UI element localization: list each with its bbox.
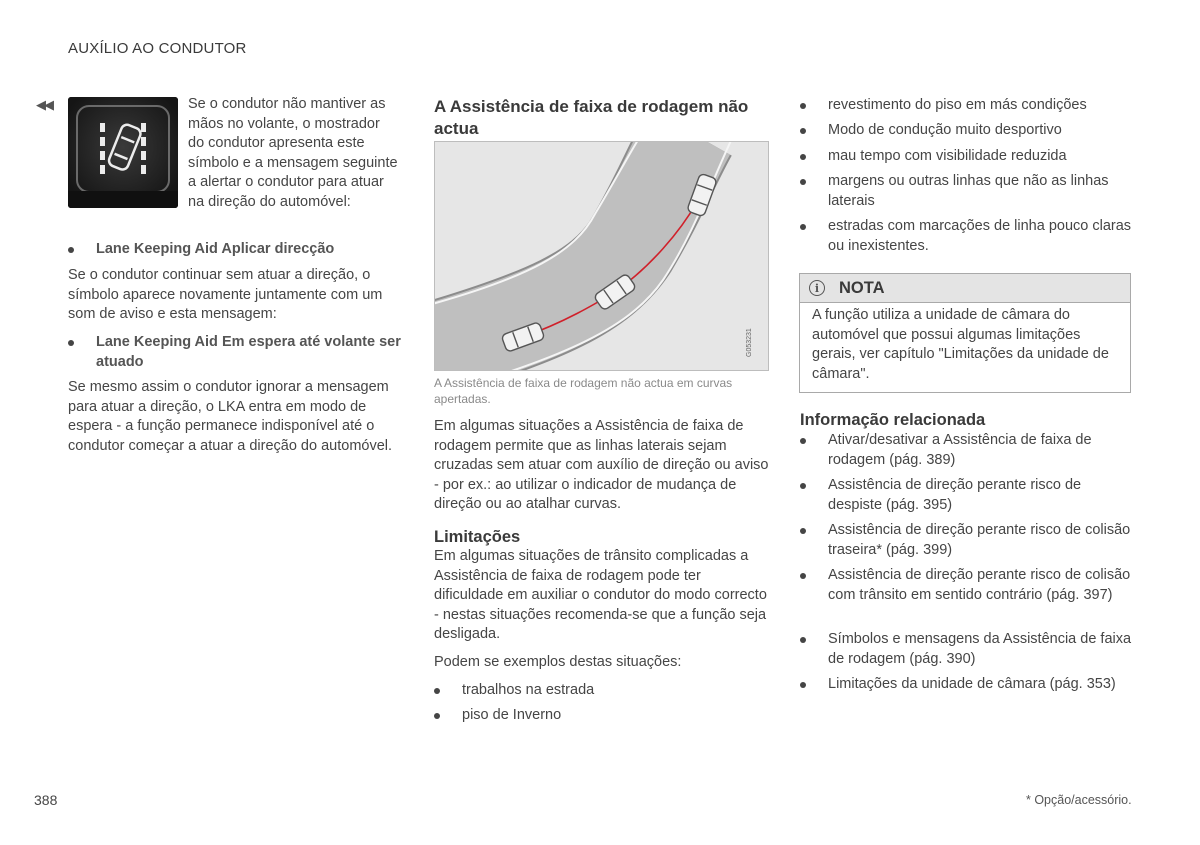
page-number: 388 (34, 792, 58, 808)
bullet-icon (800, 224, 806, 230)
list-item: Lane Keeping Aid Em espera até volante ser atuado (68, 333, 403, 372)
limitations-text: Em algumas situações de trânsito complicadas a Assistência de faixa de rodagem pode ter dificuldade em auxiliar o condutor do modo correcto - nestas situações recomenda-se que a função seja desligada. (434, 548, 767, 642)
bullet-icon (800, 154, 806, 160)
note-box (799, 273, 1131, 393)
bullet-icon (434, 713, 440, 719)
bullet-icon (800, 682, 806, 688)
section-heading: A Assistência de faixa de rodagem não actua (434, 97, 749, 138)
bullet-icon (800, 179, 806, 185)
list-item: Modo de condução muito desportivo (800, 121, 1132, 141)
note-text: A função utiliza a unidade de câmara do automóvel que possui algumas limitações gerais, ver capítulo "Limitações da unidade de câmara". (812, 307, 1109, 382)
bullet-icon (800, 483, 806, 489)
note-title: NOTA (839, 278, 885, 297)
figure-code: G053231 (746, 328, 753, 357)
lane-keeping-aid-symbol-image (68, 97, 178, 208)
section-header: AUXÍLIO AO CONDUTOR (68, 40, 247, 57)
bullet-icon (434, 688, 440, 694)
related-link[interactable]: Limitações da unidade de câmara (pág. 353) (800, 675, 1132, 695)
footnote: * Opção/acessório. (1026, 793, 1132, 807)
bullet-icon (800, 103, 806, 109)
paragraph-text: Se mesmo assim o condutor ignorar a mensagem para atuar a direção, o LKA entra em modo de espera - a função permanece indisponível até o condutor começar a atuar a direção do automóvel. (68, 379, 393, 454)
paragraph-text: Se o condutor continuar sem atuar a direção, o símbolo aparece novamente juntamente com um som de aviso e esta mensagem: (68, 267, 383, 322)
list-item: piso de Inverno (434, 706, 769, 726)
bullet-icon (68, 340, 74, 346)
related-link[interactable]: Assistência de direção perante risco de despiste (pág. 395) (800, 476, 1132, 515)
bullet-icon (800, 637, 806, 643)
bullet-icon (68, 247, 74, 253)
info-icon: i (809, 280, 825, 296)
double-chevron-left-icon[interactable]: ◀◀ (36, 97, 52, 112)
examples-intro-text: Podem se exemplos destas situações: (434, 654, 682, 670)
figure-caption: A Assistência de faixa de rodagem não actua em curvas apertadas. (434, 376, 733, 406)
list-item: mau tempo com visibilidade reduzida (800, 147, 1132, 167)
list-item: trabalhos na estrada (434, 681, 769, 701)
list-item: margens ou outras linhas que não as linhas laterais (800, 172, 1132, 211)
note-header (800, 274, 1130, 303)
bullet-icon (800, 128, 806, 134)
paragraph-text: Em algumas situações a Assistência de faixa de rodagem permite que as linhas laterais sejam cruzadas sem atuar com auxílio de direção ou aviso - por ex.: ao utilizar o indicador de mudança de direção ou ao atalhar curvas. (434, 418, 769, 512)
list-item: Lane Keeping Aid Aplicar direcção (68, 240, 403, 260)
bullet-icon (800, 528, 806, 534)
limitations-heading: Limitações (434, 528, 521, 546)
hands-off-intro-text: Se o condutor não mantiver as mãos no volante, o mostrador do condutor apresenta este símbolo e a mensagem seguinte a alertar o condutor para atuar na direção do automóvel: (188, 96, 398, 210)
list-item: estradas com marcações de linha pouco claras ou inexistentes. (800, 217, 1132, 256)
bullet-icon (800, 573, 806, 579)
curve-illustration (434, 141, 769, 371)
related-heading: Informação relacionada (800, 411, 986, 429)
related-link[interactable]: Assistência de direção perante risco de colisão traseira* (pág. 399) (800, 521, 1132, 560)
related-link[interactable]: Assistência de direção perante risco de colisão com trânsito em sentido contrário (pág. 397) (800, 566, 1132, 605)
list-item: revestimento do piso em más condições (800, 96, 1132, 116)
bullet-icon (800, 438, 806, 444)
related-link[interactable]: Ativar/desativar a Assistência de faixa de rodagem (pág. 389) (800, 431, 1132, 470)
related-link[interactable]: Símbolos e mensagens da Assistência de faixa de rodagem (pág. 390) (800, 630, 1132, 669)
